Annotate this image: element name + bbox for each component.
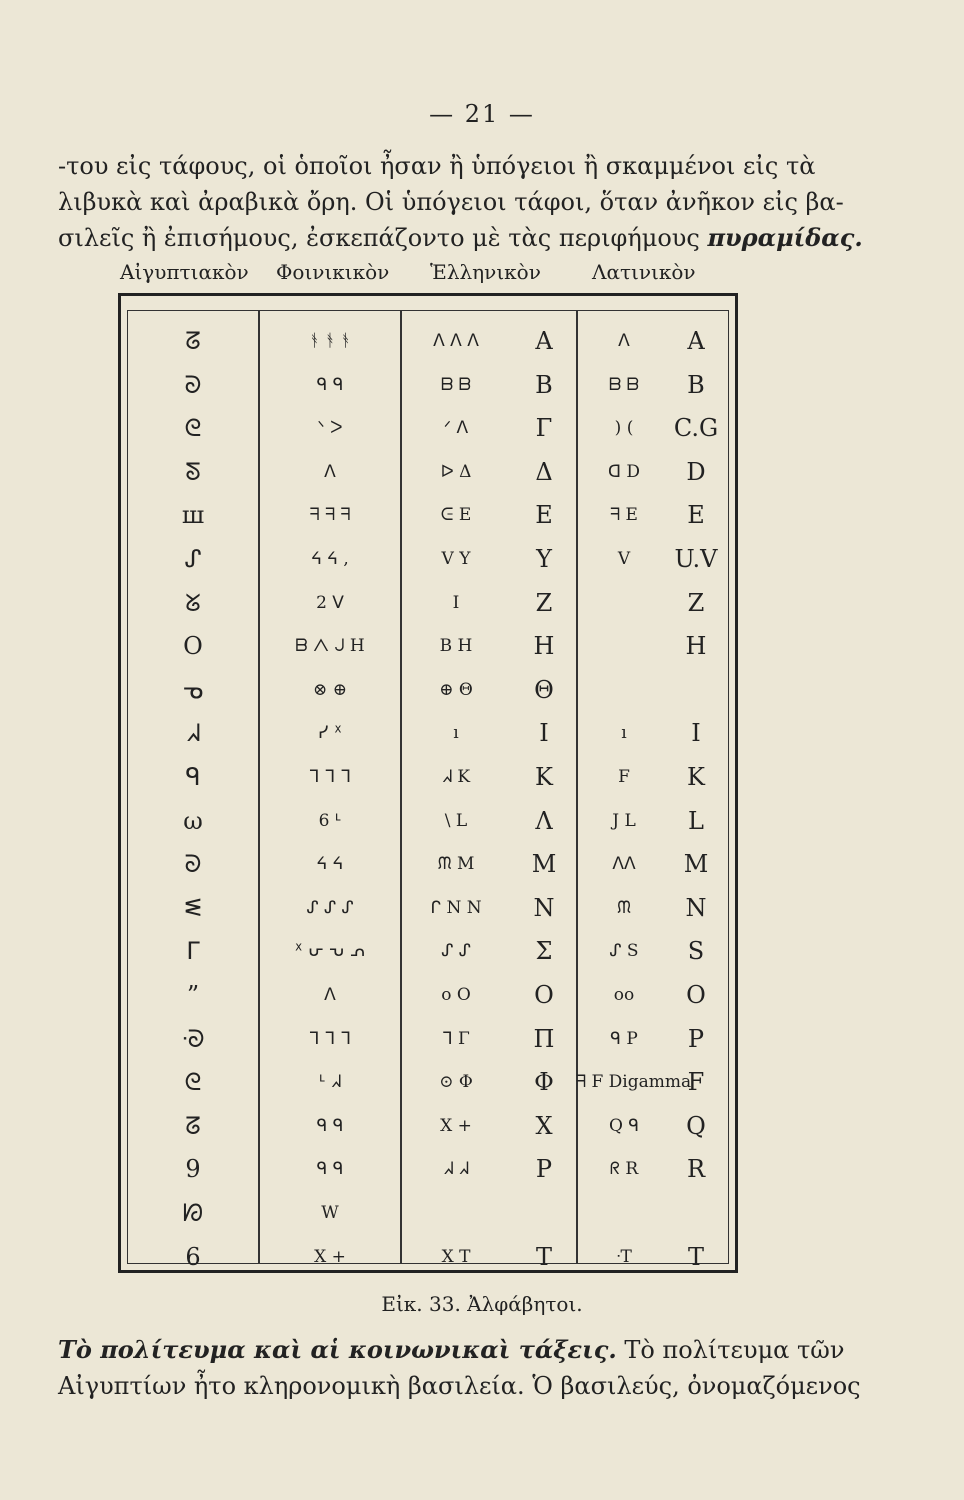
greek-letter: Ι — [539, 719, 549, 748]
egyptian-glyph: ᘔ — [185, 327, 201, 355]
latin-letter: E — [687, 501, 705, 530]
phoenician-glyphs: 6 ᒻ — [318, 810, 342, 831]
latin-archaic-glyphs: ᔑ S — [609, 941, 639, 962]
paragraph-section — [58, 1332, 861, 1404]
latin-letter: C.G — [673, 414, 719, 443]
latin-archaic-glyphs: ᖇ R — [609, 1159, 639, 1180]
phoenician-glyphs: ᒣ ᒣ ᒣ — [309, 1028, 351, 1049]
greek-letter: Υ — [536, 545, 552, 573]
latin-archaic-glyphs: V — [617, 549, 631, 569]
phoenician-glyphs: ᕁ ᕂ ᕃ ᕄ — [294, 941, 366, 962]
egyptian-glyph: ᘕ — [185, 457, 201, 486]
phoenician-glyphs: ⊗ ⊕ — [313, 679, 347, 700]
phoenician-glyphs: ᑫ ᑫ — [316, 1115, 344, 1136]
table-row — [128, 1147, 728, 1191]
latin-letter: A — [687, 327, 705, 355]
table-row — [128, 363, 728, 407]
greek-archaic-glyphs: ⊙ Φ — [439, 1072, 473, 1093]
latin-letter: L — [688, 806, 704, 835]
header-latin: Λατινικὸν — [592, 260, 696, 284]
greek-letter: Δ — [535, 457, 553, 486]
latin-archaic-glyphs: ᖷ F Digamma — [576, 1072, 692, 1093]
greek-archaic-glyphs: ᔑ ᔑ — [441, 941, 471, 962]
phoenician-glyphs: ᑫ ᑫ — [316, 1159, 344, 1180]
phoenician-glyphs: W — [321, 1203, 339, 1223]
greek-letter: H — [533, 632, 555, 661]
phoenician-glyphs: ᔦ ᔦ — [316, 854, 344, 875]
latin-archaic-glyphs: ı — [621, 723, 627, 744]
latin-letter: B — [687, 370, 705, 399]
latin-letter: I — [691, 719, 701, 748]
greek-letter: Κ — [535, 763, 553, 791]
egyptian-glyph: ᘓ — [184, 1068, 202, 1097]
greek-archaic-glyphs: ᐱ ᐱ ᐱ — [433, 331, 479, 351]
paragraph-intro — [58, 148, 863, 256]
figure-caption: Εἰκ. 33. Ἀλφάβητοι. — [381, 1292, 583, 1316]
table-row — [128, 1060, 728, 1104]
greek-letter: Z — [535, 588, 553, 617]
egyptian-glyph: ” — [186, 981, 200, 1009]
greek-letter: Β — [535, 370, 553, 399]
table-row — [128, 842, 728, 886]
greek-letter — [504, 1191, 584, 1235]
greek-archaic-glyphs: V Y — [441, 549, 471, 569]
greek-letter: Σ — [535, 937, 553, 966]
latin-letter: K — [687, 763, 705, 791]
greek-letter: Γ — [535, 414, 553, 443]
greek-archaic-glyphs: X + — [440, 1115, 472, 1136]
greek-archaic-glyphs: ᖽ K — [441, 767, 471, 787]
text-fragment: σιλεῖς ἢ ἐπισήμους, ἐσκεπάζοντο μὲ τὰς περιφήμους — [58, 224, 700, 252]
egyptian-glyph: ᐧᘐ — [181, 1024, 205, 1053]
phoenician-glyphs: ᚬ ᚬ ᚬ — [309, 331, 351, 351]
table-row — [128, 450, 728, 494]
phoenician-glyphs: ᑫ ᑫ — [316, 374, 344, 395]
latin-letter: D — [686, 457, 706, 486]
table-row — [128, 973, 728, 1017]
table-row — [128, 1235, 728, 1279]
text-line — [58, 220, 863, 256]
latin-archaic-glyphs: J L — [612, 810, 636, 831]
greek-archaic-glyphs: ᒣ Γ — [442, 1028, 470, 1049]
greek-archaic-glyphs: ᗷ ᗷ — [441, 374, 471, 395]
egyptian-glyph: ᔑ — [184, 545, 202, 573]
greek-letter: Θ — [534, 675, 554, 704]
phoenician-glyphs: ᔑ ᔑ ᔑ — [306, 897, 354, 918]
phoenician-glyphs: 2 ᐯ — [316, 592, 344, 613]
greek-archaic-glyphs: ᐟ ᐱ — [443, 418, 469, 439]
greek-archaic-glyphs: ᕮ E — [440, 505, 472, 526]
table-row — [128, 886, 728, 930]
phoenician-glyphs: ᐠ ᐳ — [317, 418, 343, 439]
phoenician-glyphs: ᔦ ᔦ , — [311, 549, 349, 569]
greek-archaic-glyphs: ı — [453, 723, 459, 744]
greek-letter: Λ — [535, 806, 553, 835]
table-row — [128, 929, 728, 973]
table-row — [128, 1104, 728, 1148]
greek-letter: Ρ — [535, 1155, 553, 1184]
greek-archaic-glyphs: \ L — [444, 810, 468, 831]
latin-archaic-glyphs: oo — [613, 985, 635, 1005]
egyptian-glyph: 6 — [185, 1242, 201, 1271]
egyptian-glyph: ω — [183, 806, 203, 835]
table-row — [128, 319, 728, 363]
latin-letter: M — [683, 850, 709, 879]
latin-letter — [656, 1191, 736, 1235]
greek-archaic-glyphs: ⊕ Θ — [439, 679, 473, 700]
latin-archaic-glyphs: ᑫ P — [610, 1028, 638, 1049]
phoenician-glyphs: ᗷ ᐱ ᒍ H — [295, 636, 365, 657]
egyptian-glyph: ᘐ — [184, 850, 202, 879]
phoenician-glyphs: ᐱ — [324, 461, 336, 482]
egyptian-glyph: ᘔ — [185, 1111, 201, 1140]
greek-archaic-glyphs: o O — [441, 985, 471, 1005]
text-line — [58, 1332, 848, 1368]
latin-letter: U.V — [674, 545, 718, 573]
greek-archaic-glyphs: I — [452, 592, 460, 613]
greek-letter: Ε — [535, 501, 553, 530]
table-row — [128, 406, 728, 450]
latin-letter: P — [687, 1024, 705, 1053]
latin-letter: H — [685, 632, 707, 661]
table-row — [128, 624, 728, 668]
latin-letter: R — [686, 1155, 706, 1184]
egyptian-glyph: ᘜ — [185, 588, 201, 617]
latin-letter: F — [687, 1068, 705, 1097]
latin-archaic-glyphs: F — [618, 767, 630, 787]
table-row — [128, 537, 728, 581]
latin-archaic-glyphs: Q ᑫ — [608, 1115, 640, 1136]
latin-letter — [656, 668, 736, 712]
latin-archaic-glyphs: ᗷ ᗷ — [609, 374, 639, 395]
greek-archaic-glyphs: ᐅ Δ — [440, 461, 472, 482]
greek-letter: Π — [533, 1024, 555, 1053]
egyptian-glyph: 9 — [185, 1155, 201, 1184]
latin-archaic-glyphs: ᙏ — [616, 897, 632, 918]
greek-archaic-glyphs: B H — [439, 636, 473, 657]
table-row — [128, 1017, 728, 1061]
egyptian-glyph: ᒥ — [186, 937, 200, 966]
latin-archaic-glyphs: ᐱᐱ — [612, 854, 636, 875]
text-fragment: Τὸ πολίτευμα τῶν — [616, 1336, 845, 1364]
latin-archaic-glyphs: ᗡ D — [607, 461, 641, 482]
egyptian-glyph: O — [183, 632, 203, 661]
table-row — [128, 1191, 728, 1235]
latin-archaic-glyphs: ᐧT — [616, 1246, 632, 1267]
text-line: λιβυκὰ καὶ ἀραβικὰ ὄρη. Οἱ ὑπόγειοι τάφοι, ὅταν ἀνῆκον εἰς βα- — [58, 188, 844, 216]
greek-archaic-glyphs: ᙏ M — [437, 854, 475, 875]
latin-letter: S — [687, 937, 705, 966]
table-row — [128, 493, 728, 537]
greek-letter: Ο — [534, 981, 554, 1009]
latin-archaic-glyphs: ᐱ — [618, 331, 630, 351]
alphabet-table — [118, 293, 738, 1273]
text-line: -του εἰς τάφους, οἱ ὁποῖοι ἦσαν ἢ ὑπόγειοι ἢ σκαμμένοι εἰς τὰ — [58, 152, 816, 180]
latin-letter: O — [686, 981, 706, 1009]
egyptian-glyph: ᘗ — [182, 1199, 204, 1227]
egyptian-glyph: ш — [181, 501, 205, 530]
table-row — [128, 755, 728, 799]
greek-letter: Μ — [531, 850, 557, 879]
table-row — [128, 799, 728, 843]
egyptian-glyph: ᓬ — [184, 893, 202, 922]
latin-letter: Q — [686, 1111, 706, 1140]
greek-archaic-glyphs — [402, 1191, 510, 1235]
text-line: Αἰγυπτίων ἦτο κληρονομικὴ βασιλεία. Ὁ βασιλεύς, ὀνομαζόμενος — [58, 1372, 861, 1400]
emphasized-term: πυραμίδας. — [707, 223, 863, 252]
greek-archaic-glyphs: ᖽ ᖽ — [443, 1159, 469, 1180]
latin-letter: T — [687, 1242, 704, 1271]
egyptian-glyph: ᓀ — [182, 675, 204, 704]
latin-archaic-glyphs: ᖷ E — [610, 505, 638, 526]
page-number: — 21 — — [429, 100, 535, 128]
egyptian-glyph: ᖽ — [185, 719, 201, 748]
phoenician-glyphs: ᒣ ᒣ ᒣ — [309, 767, 351, 787]
phoenician-glyphs: ᓯ ᕁ — [318, 723, 342, 744]
table-row — [128, 711, 728, 755]
greek-letter: Ν — [533, 893, 555, 922]
table-row — [128, 581, 728, 625]
greek-archaic-glyphs: X T — [441, 1246, 471, 1267]
egyptian-glyph: ᑫ — [185, 763, 201, 791]
column-headers — [100, 260, 750, 290]
egyptian-glyph: ᘓ — [184, 414, 202, 443]
latin-letter: Z — [687, 588, 705, 617]
header-greek: Ἑλληνικὸν — [430, 260, 541, 284]
header-egyptian: Αἰγυπτιακὸν — [120, 260, 249, 284]
phoenician-glyphs: ᐱ — [324, 985, 336, 1005]
latin-archaic-glyphs: ) ( — [614, 418, 634, 439]
greek-letter: Χ — [535, 1111, 553, 1140]
section-heading: Τὸ πολίτευμα καὶ αἱ κοινωνικαὶ τάξεις. — [58, 1335, 617, 1364]
phoenician-glyphs: ᒻ ᖽ — [319, 1072, 341, 1093]
greek-letter: Τ — [535, 1242, 552, 1271]
greek-letter: Φ — [534, 1068, 554, 1097]
greek-archaic-glyphs: ᒋ N N — [430, 897, 482, 918]
greek-letter: Α — [535, 327, 553, 355]
latin-letter: N — [685, 893, 707, 922]
phoenician-glyphs: ᖷ ᖷ ᖷ — [309, 505, 351, 526]
phoenician-glyphs: X + — [314, 1246, 346, 1267]
egyptian-glyph: ᘐ — [184, 370, 202, 399]
alphabet-table-inner — [127, 310, 729, 1271]
header-phoenician: Φοινικικὸν — [276, 260, 390, 284]
table-row — [128, 668, 728, 712]
